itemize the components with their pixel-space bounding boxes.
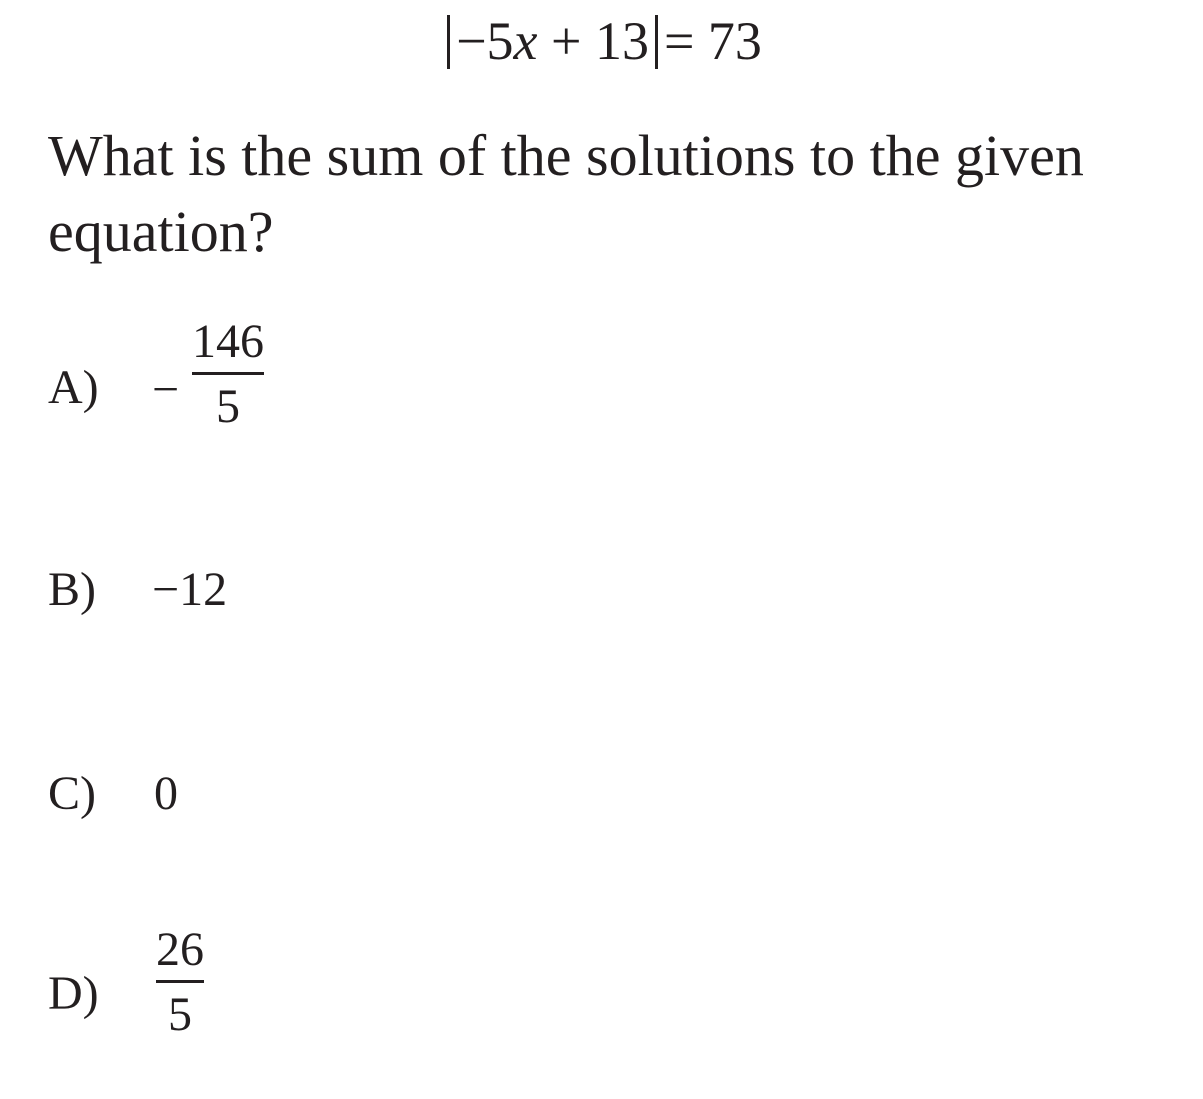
choice-c[interactable]	[48, 766, 178, 822]
choice-d-denominator: 5	[168, 988, 192, 1041]
choice-c-letter: C)	[48, 767, 96, 820]
choice-a-sign: −	[152, 363, 180, 416]
choice-c-value: 0	[154, 767, 178, 820]
choice-d-fraction-bar	[156, 980, 204, 983]
equation-inner-suffix: + 13	[537, 11, 649, 71]
absolute-value-bar-right	[655, 15, 658, 69]
choice-b-letter: B)	[48, 563, 96, 616]
equation-rhs: = 73	[663, 11, 762, 71]
choice-a-fraction-bar	[192, 372, 264, 375]
absolute-value-bar-left	[447, 15, 450, 69]
choice-a-denominator: 5	[216, 380, 240, 433]
equation	[0, 8, 1203, 74]
equation-inner-prefix: −5	[456, 11, 514, 71]
choice-d[interactable]	[48, 966, 99, 1022]
choice-a-letter: A)	[48, 361, 99, 414]
choice-b[interactable]	[48, 562, 228, 618]
choice-d-letter: D)	[48, 967, 99, 1020]
question-text: What is the sum of the solutions to the given equation?	[48, 123, 1084, 264]
choice-b-value: −12	[152, 563, 228, 616]
choice-d-fraction	[156, 922, 204, 1043]
choice-d-numerator: 26	[156, 923, 204, 976]
choice-a[interactable]	[48, 360, 99, 416]
choice-a-numerator: 146	[192, 315, 264, 368]
equation-variable: x	[513, 11, 538, 71]
choice-a-fraction	[192, 314, 264, 435]
